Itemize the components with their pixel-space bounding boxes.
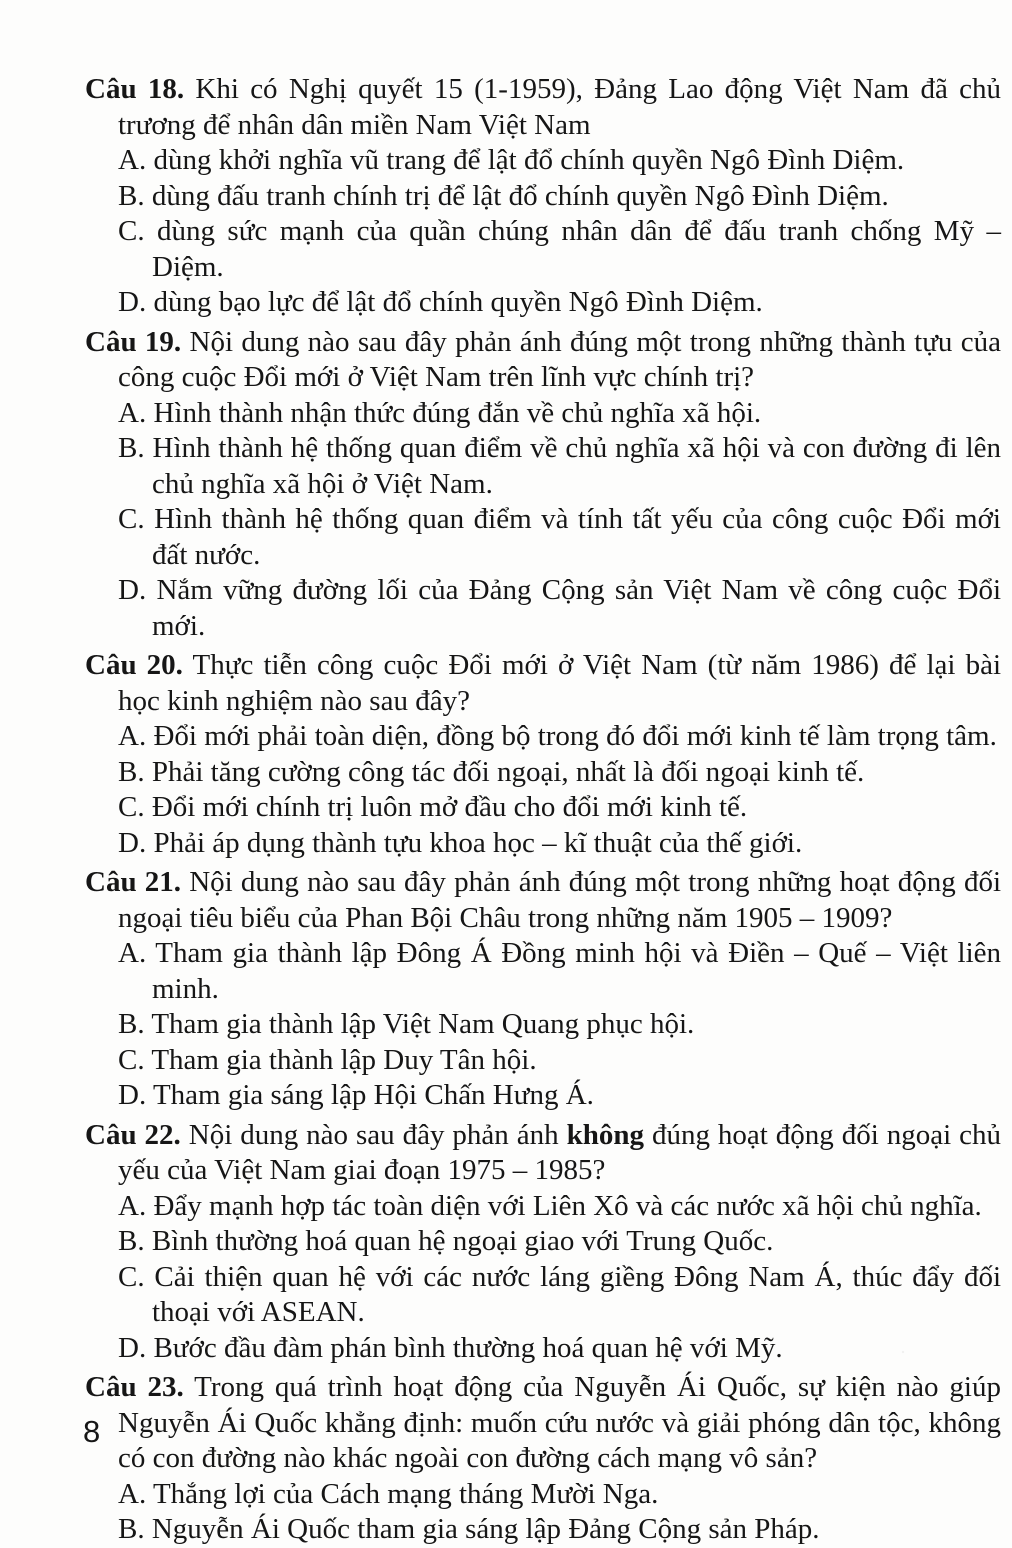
option-d [118,285,1001,321]
option-b [118,755,1001,791]
option-b [118,1512,1001,1548]
option-label: C. [118,215,145,247]
stem-emphasis: không [566,1118,644,1151]
option-label: D. [118,1079,147,1111]
page-number: 8 [83,1414,101,1449]
option-a [118,719,1001,755]
question-block [85,1370,1001,1548]
option-text: Nguyễn Ái Quốc tham gia sáng lập Đảng Cộng sản Pháp. [151,1513,820,1545]
option-c [118,502,1001,573]
question-block [85,325,1001,645]
option-text: Tham gia thành lập Việt Nam Quang phục hội. [151,1008,695,1040]
option-b [118,1007,1001,1043]
option-c [118,1043,1001,1079]
option-label: D. [118,826,147,859]
option-text: Hình thành hệ thống quan điểm về chủ nghĩa xã hội và con đường đi lên chủ nghĩa xã hội ở Việt Nam. [152,432,1002,500]
question-number: Câu 23. [85,1371,184,1403]
option-text: dùng đấu tranh chính trị để lật đổ chính quyền Ngô Đình Diệm. [151,179,889,212]
option-d [118,826,1001,862]
question-stem [85,648,1001,719]
option-a [118,1189,1001,1225]
option-a [118,143,1001,179]
option-d [118,573,1001,644]
stem-text: Khi có Nghị quyết 15 (1-1959), Đảng Lao động Việt Nam đã chủ trương để nhân dân miền Nam Việt Nam [118,73,1002,141]
option-label: C. [118,1260,145,1293]
option-label: B. [118,1225,145,1257]
question-number: Câu 22. [85,1118,181,1151]
option-b [118,179,1001,215]
option-text: Đẩy mạnh hợp tác toàn diện với Liên Xô và các nước xã hội chủ nghĩa. [153,1189,982,1222]
option-label: D. [118,1331,147,1364]
option-label: A. [118,1477,147,1510]
option-label: B. [118,432,145,464]
question-block [85,648,1001,861]
option-c [118,214,1001,285]
option-label: C. [118,1043,145,1076]
option-d [118,1331,1001,1367]
option-text: dùng bạo lực để lật đổ chính quyền Ngô Đình Diệm. [153,286,763,318]
option-label: A. [118,937,147,969]
option-text: Phải tăng cường công tác đối ngoại, nhất là đối ngoại kinh tế. [151,755,865,788]
option-c [118,1260,1001,1331]
option-label: C. [118,503,145,535]
option-text: Đổi mới chính trị luôn mở đầu cho đổi mới kinh tế. [151,791,748,823]
option-text: Tham gia thành lập Đông Á Đồng minh hội và Điền – Quế – Việt liên minh. [152,937,1001,1005]
option-text: Thắng lợi của Cách mạng tháng Mười Nga. [152,1477,659,1510]
question-list [85,72,1001,1548]
stem-text: Thực tiễn công cuộc Đổi mới ở Việt Nam (từ năm 1986) để lại bài học kinh nghiệm nào sau đây? [118,649,1002,717]
option-a [118,936,1001,1007]
question-block [85,1118,1001,1367]
option-text: Hình thành hệ thống quan điểm và tính tất yếu của công cuộc Đổi mới đất nước. [152,503,1001,571]
question-stem [85,72,1001,143]
option-b [118,431,1001,502]
question-block [85,865,1001,1114]
option-text: Bước đầu đàm phán bình thường hoá quan hệ với Mỹ. [153,1331,783,1364]
option-text: Tham gia thành lập Duy Tân hội. [151,1043,537,1076]
option-label: C. [118,791,145,823]
question-number: Câu 18. [85,73,185,105]
option-label: A. [118,720,147,752]
option-text: Bình thường hoá quan hệ ngoại giao với Trung Quốc. [151,1225,774,1257]
option-d [118,1078,1001,1114]
stem-text: đúng hoạt động đối ngoại chủ yếu của Việt Nam giai đoạn 1975 – 1985? [118,1118,1002,1186]
option-c [118,790,1001,826]
question-number: Câu 20. [85,649,183,681]
option-label: D. [118,286,147,318]
question-stem [85,1118,1001,1189]
option-text: Đổi mới phải toàn diện, đồng bộ trong đó đổi mới kinh tế làm trọng tâm. [153,720,997,752]
stem-text: Nội dung nào sau đây phản ánh đúng một trong những thành tựu của công cuộc Đổi mới ở Việt Nam trên lĩnh vực chính trị? [118,325,1002,393]
option-text: Nắm vững đường lối của Đảng Cộng sản Việt Nam về công cuộc Đổi mới. [152,574,1001,642]
option-label: B. [118,179,145,212]
option-text: dùng khởi nghĩa vũ trang để lật đổ chính quyền Ngô Đình Diệm. [153,144,905,176]
option-label: B. [118,1008,145,1040]
option-label: A. [118,1189,147,1222]
stem-text: Nội dung nào sau đây phản ánh [188,1118,567,1151]
option-b [118,1224,1001,1260]
stem-text: Nội dung nào sau đây phản ánh đúng một trong những hoạt động đối ngoại tiêu biểu của Phan Bội Châu trong những năm 1905 – 1909? [118,866,1001,934]
question-stem [85,865,1001,936]
option-label: B. [118,1513,145,1545]
option-label: A. [118,396,147,429]
option-a [118,1477,1001,1513]
option-text: Hình thành nhận thức đúng đắn về chủ nghĩa xã hội. [153,396,762,429]
option-label: B. [118,755,145,788]
option-text: Cải thiện quan hệ với các nước láng giềng Đông Nam Á, thúc đẩy đối thoại với ASEAN. [152,1260,1002,1328]
question-number: Câu 19. [85,325,182,358]
question-block [85,72,1001,321]
option-text: dùng sức mạnh của quần chúng nhân dân để đấu tranh chống Mỹ – Diệm. [152,215,1001,283]
question-stem [85,325,1001,396]
option-a [118,396,1001,432]
option-text: Tham gia sáng lập Hội Chấn Hưng Á. [152,1079,594,1111]
question-stem [85,1370,1001,1477]
option-label: D. [118,574,147,606]
option-label: A. [118,144,147,176]
question-number: Câu 21. [85,866,182,898]
stem-text: Trong quá trình hoạt động của Nguyễn Ái Quốc, sự kiện nào giúp Nguyễn Ái Quốc khẳng định: muốn cứu nước và giải phóng dân tộc, không có con đường nào khác ngoài con đường cách mạng vô sản? [118,1371,1001,1474]
option-text: Phải áp dụng thành tựu khoa học – kĩ thuật của thế giới. [153,826,803,859]
